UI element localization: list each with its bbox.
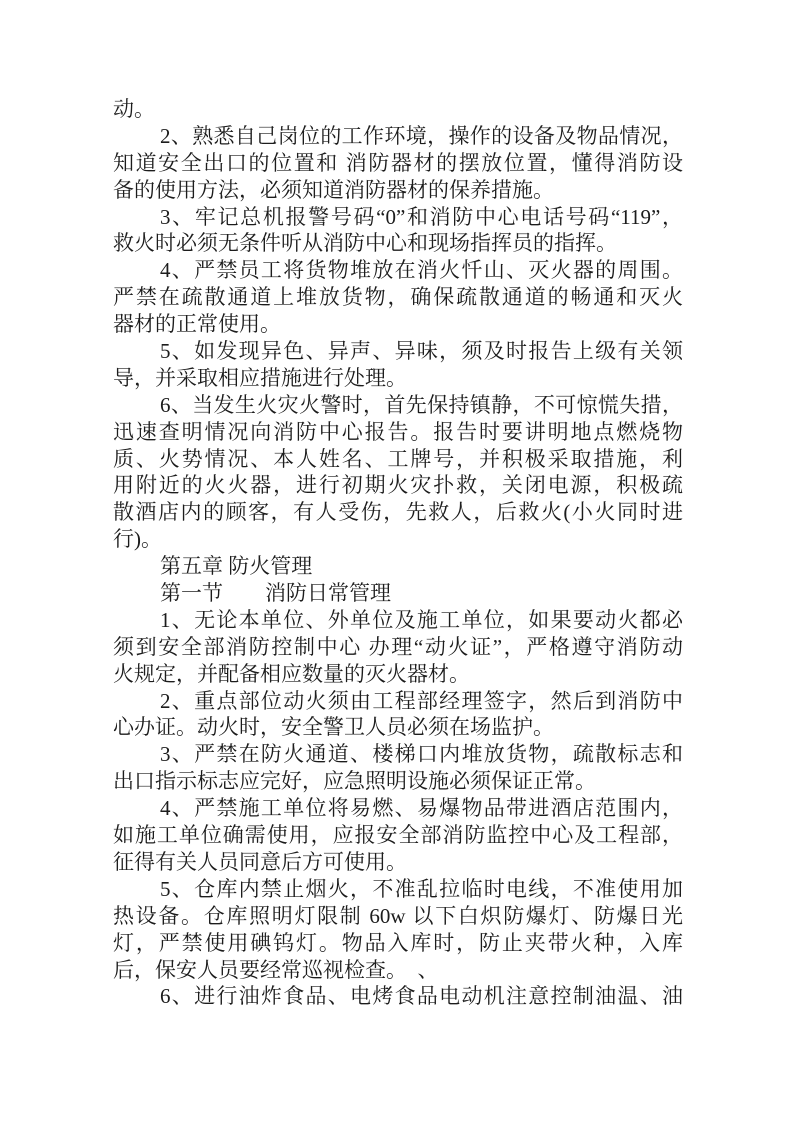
list-item [113, 392, 683, 553]
text-line: 器材的正常使用。 [113, 312, 281, 337]
chapter-heading [113, 553, 683, 580]
text-line: 迅速查明情况向消防中心报告。报告时要讲明地点燃烧物 [113, 419, 683, 444]
text-line: 后，保安人员要经常巡视检查。 、 [113, 957, 439, 982]
text-line: 6、当发生火灾火警时，首先保持镇静，不可惊慌失措， [160, 392, 683, 417]
text-line: 1、无论本单位、外单位及施工单位，如果要动火都必 [160, 607, 683, 632]
text-line: 用附近的火火器，进行初期火灾扑救，关闭电源，积极疏 [113, 473, 683, 498]
text-line: 严禁在疏散通道上堆放货物，确保疏散通道的畅通和灭火 [113, 285, 683, 310]
text-line: 6、进行油炸食品、电烤食品电动机注意控制油温、油 [160, 984, 683, 1009]
text-line: 3、严禁在防火通道、楼梯口内堆放货物，疏散标志和 [160, 742, 683, 767]
text-line: 征得有关人员同意后方可使用。 [113, 849, 407, 874]
text-line: 备的使用方法，必须知道消防器材的保养措施。 [113, 177, 554, 202]
list-item [113, 607, 683, 688]
text-line: 救火时必须无条件听从消防中心和现场指挥员的指挥。 [113, 231, 617, 256]
text-line: 如施工单位确需使用，应报安全部消防监控中心及工程部， [113, 823, 683, 848]
list-item [113, 123, 683, 204]
text-line: 散酒店内的顾客，有人受伤，先救人，后救火(小火同时进 [113, 500, 683, 525]
text-line: 2、重点部位动火须由工程部经理签字，然后到消防中 [160, 688, 683, 713]
list-item [113, 257, 683, 338]
list-item [113, 795, 683, 876]
text-line: 动。 [113, 97, 155, 121]
text-line: 心办证。动火时，安全警卫人员必须在场监护。 [113, 715, 554, 740]
text-line: 5、仓库内禁止烟火，不准乱拉临时电线，不准使用加 [160, 876, 683, 901]
text-line: 知道安全出口的位置和 消防器材的摆放位置，懂得消防设 [113, 150, 683, 175]
text-line: 3、牢记总机报警号码“0”和消防中心电话号码“119”， [160, 204, 683, 229]
document-content [113, 96, 683, 1010]
list-item [113, 983, 683, 1010]
list-item [113, 338, 683, 392]
text-line: 行)。 [113, 527, 162, 552]
text-line: 第五章 防火管理 [160, 554, 313, 579]
text-line: 火规定，并配备相应数量的灭火器材。 [113, 661, 470, 686]
body-continuation [113, 96, 683, 123]
list-item [113, 204, 683, 258]
text-line: 5、如发现异色、异声、异味，须及时报告上级有关领 [160, 339, 683, 364]
text-line: 第一节 消防日常管理 [160, 581, 391, 606]
list-item [113, 688, 683, 742]
list-item [113, 741, 683, 795]
text-line: 须到安全部消防控制中心 办理“动火证”，严格遵守消防动 [113, 634, 683, 659]
section-heading [113, 580, 683, 607]
text-line: 出口指示标志应完好，应急照明设施必须保证正常。 [113, 769, 596, 794]
text-line: 2、熟悉自己岗位的工作环境，操作的设备及物品情况， [160, 123, 683, 148]
text-line: 热设备。仓库照明灯限制 60w 以下白炽防爆灯、防爆日光 [113, 903, 683, 928]
list-item [113, 876, 683, 984]
text-line: 4、严禁员工将货物堆放在消火忏山、灭火器的周围。 [160, 258, 683, 283]
text-line: 4、严禁施工单位将易燃、易爆物品带进酒店范围内， [160, 796, 683, 821]
text-line: 质、火势情况、本人姓名、工牌号，并积极采取措施，利 [113, 446, 683, 471]
text-line: 灯，严禁使用碘钨灯。物品入库时，防止夹带火种，入库 [113, 930, 683, 955]
text-line: 导，并采取相应措施进行处理。 [113, 365, 407, 390]
